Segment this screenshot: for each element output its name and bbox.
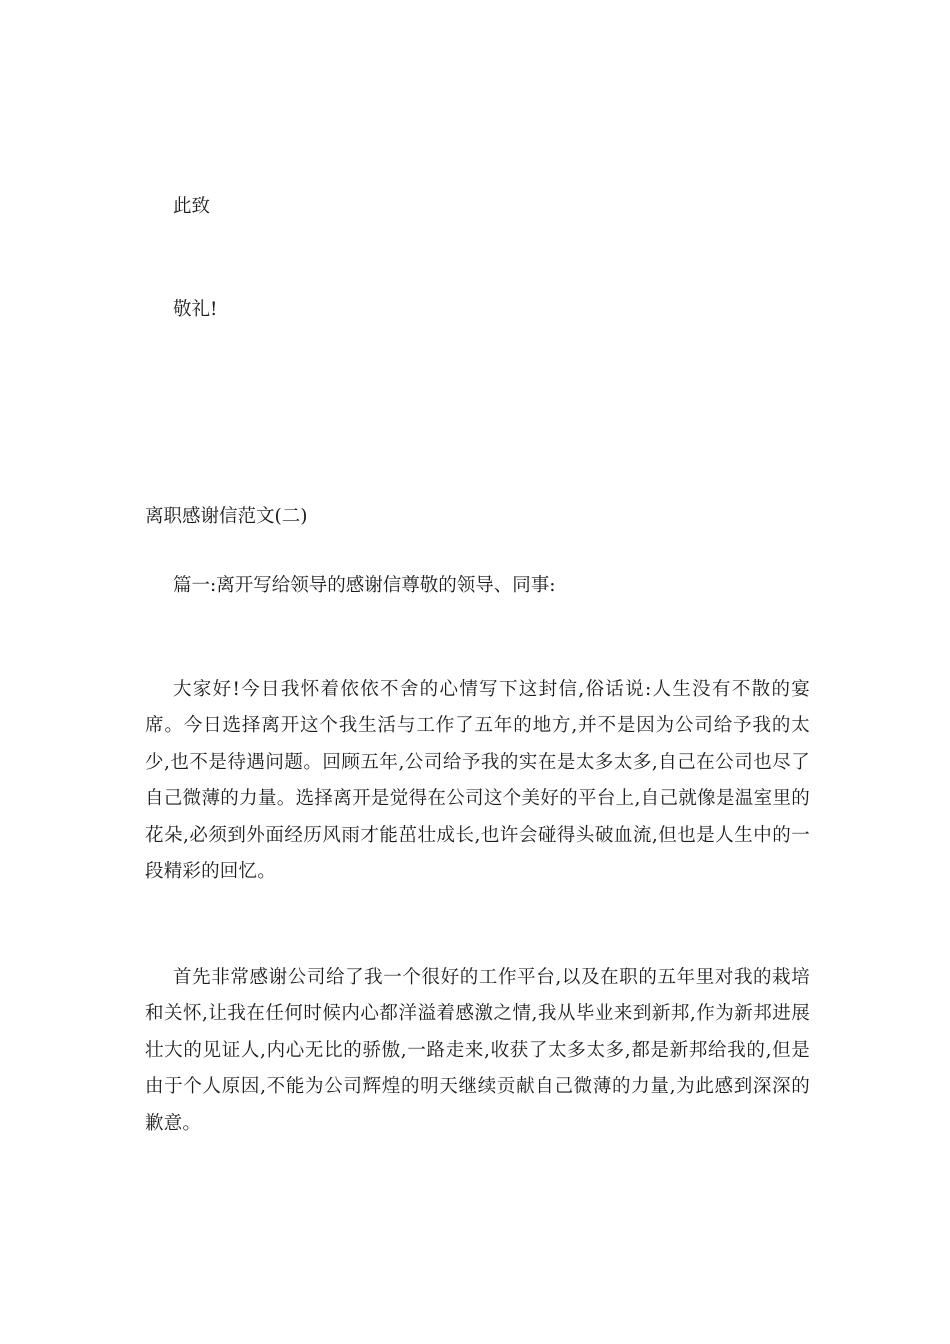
section-subtitle: 篇一:离开写给领导的感谢信尊敬的领导、同事: — [173, 575, 556, 596]
section-title: 离职感谢信范文(二) — [145, 506, 308, 527]
paragraph-1: 大家好!今日我怀着依依不舍的心情写下这封信,俗话说:人生没有不散的宴席。今日选择离开这个我生活与工作了五年的地方,并不是因为公司给予我的太少,也不是待遇问题。回顾五年,公司给予我的实在是太多太多,自己在公司也尽了自己微薄的力量。选择离开是觉得在公司这个美好的平台上,自己就像是温室里的花朵,必须到外面经历风雨才能茁壮成长,也许会碰得头破血流,但也是人生中的一段精彩的回忆。 — [145, 679, 810, 883]
closing-salutation: 此致 — [173, 196, 211, 217]
closing-regards: 敬礼! — [173, 299, 218, 320]
paragraph-2: 首先非常感谢公司给了我一个很好的工作平台,以及在职的五年里对我的栽培和关怀,让我在任何时候内心都洋溢着感激之情,我从毕业来到新邦,作为新邦进展壮大的见证人,内心无比的骄傲,一路走来,收获了太多太多,都是新邦给我的,但是由于个人原因,不能为公司辉煌的明天继续贡献自己微薄的力量,为此感到深深的歉意。 — [145, 967, 810, 1134]
